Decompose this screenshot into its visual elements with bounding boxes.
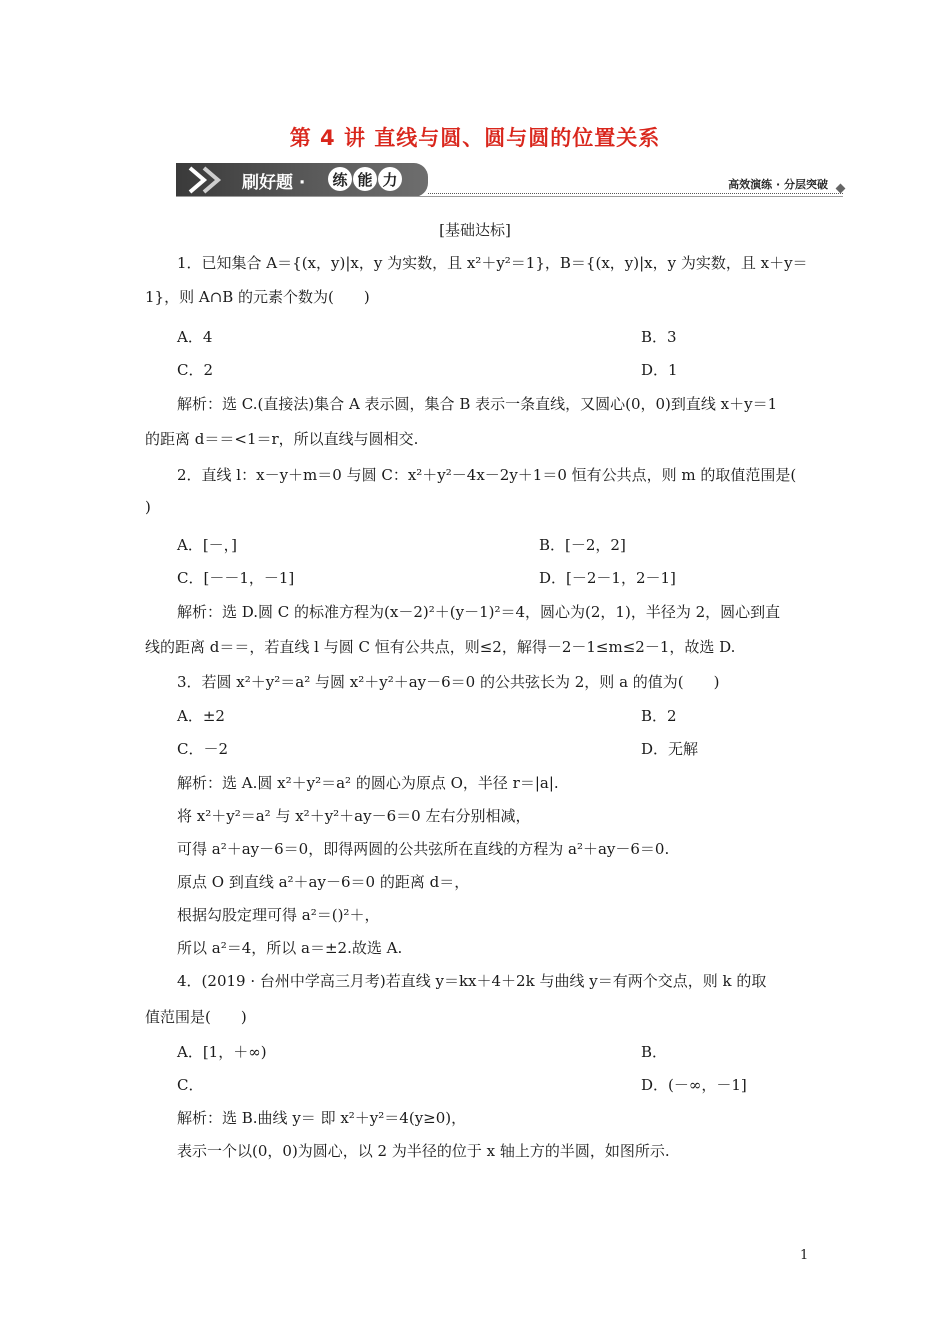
q3-solution-line-2: 将 x²＋y²＝a² 与 x²＋y²＋ay－6＝0 左右分别相减， <box>177 807 531 825</box>
question-2-line-2: ) <box>145 498 151 516</box>
q4-option-c: C． <box>177 1076 204 1094</box>
banner-tagline: 高效演练 · 分层突破 <box>728 178 828 191</box>
section-heading: [基础达标] <box>439 221 511 239</box>
q3-option-d: D．无解 <box>641 740 699 758</box>
q3-solution-line-5: 根据勾股定理可得 a²＝()²＋， <box>177 906 380 924</box>
divider-line <box>176 196 843 197</box>
q1-solution-line-2: 的距离 d＝＝<1＝r，所以直线与圆相交. <box>145 430 419 448</box>
q1-option-b: B．3 <box>641 328 677 346</box>
q2-solution-line-2: 线的距离 d＝＝，若直线 l 与圆 C 恒有公共点，则≤2，解得－2－1≤m≤2－1，故选 D. <box>145 638 736 656</box>
q2-option-c: C．[－－1，－1] <box>177 569 295 587</box>
q3-solution-line-6: 所以 a²＝4，所以 a＝±2.故选 A. <box>177 939 403 957</box>
q3-solution-line-3: 可得 a²＋ay－6＝0，即得两圆的公共弦所在直线的方程为 a²＋ay－6＝0. <box>177 840 670 858</box>
q1-option-c: C．2 <box>177 361 214 379</box>
q4-solution-line-2: 表示一个以(0，0)为圆心，以 2 为半径的位于 x 轴上方的半圆，如图所示. <box>177 1142 670 1160</box>
q4-option-d: D．(－∞，－1] <box>641 1076 747 1094</box>
circled-char: 练 <box>328 167 352 191</box>
q3-option-a: A．±2 <box>177 707 225 725</box>
question-1-line-1: 1．已知集合 A＝{(x，y)|x，y 为实数，且 x²＋y²＝1}，B＝{(x，y)|x，y 为实数，且 x＋y＝ <box>177 254 808 272</box>
double-chevron-icon <box>184 166 234 194</box>
q1-option-a: A．4 <box>177 328 213 346</box>
q4-solution-line-1: 解析：选 B.曲线 y＝ 即 x²＋y²＝4(y≥0)， <box>177 1109 467 1127</box>
question-3-line-1: 3．若圆 x²＋y²＝a² 与圆 x²＋y²＋ay－6＝0 的公共弦长为 2，则 a 的值为( ) <box>177 673 720 691</box>
q4-option-a: A．[1，＋∞) <box>177 1043 267 1061</box>
q2-option-d: D．[－2－1，2－1] <box>539 569 676 587</box>
banner-circled-chars <box>328 167 402 191</box>
q2-option-a: A．[－，] <box>177 536 238 554</box>
divider-dotted <box>428 193 843 194</box>
q2-solution-line-1: 解析：选 D.圆 C 的标准方程为(x－2)²＋(y－1)²＝4，圆心为(2，1)，半径为 2，圆心到直 <box>177 603 781 621</box>
question-4-line-2: 值范围是( ) <box>145 1008 247 1026</box>
circled-char: 能 <box>353 167 377 191</box>
question-2-line-1: 2．直线 l：x－y＋m＝0 与圆 C：x²＋y²－4x－2y＋1＝0 恒有公共点，则 m 的取值范围是( <box>177 466 797 484</box>
diamond-icon <box>836 184 846 194</box>
q4-option-b: B． <box>641 1043 668 1061</box>
section-banner <box>176 163 428 197</box>
q1-option-d: D．1 <box>641 361 678 379</box>
question-4-line-1: 4．(2019 · 台州中学高三月考)若直线 y＝kx＋4＋2k 与曲线 y＝有两个交点，则 k 的取 <box>177 972 767 990</box>
question-1-line-2: 1}，则 A∩B 的元素个数为( ) <box>145 288 370 306</box>
page-title: 第 4 讲 直线与圆、圆与圆的位置关系 <box>289 126 661 150</box>
q1-solution-line-1: 解析：选 C.(直接法)集合 A 表示圆，集合 B 表示一条直线，又圆心(0，0)到直线 x＋y＝1 <box>177 395 778 413</box>
q3-solution-line-1: 解析：选 A.圆 x²＋y²＝a² 的圆心为原点 O，半径 r＝|a|. <box>177 774 559 792</box>
q2-option-b: B．[－2，2] <box>539 536 626 554</box>
q3-solution-line-4: 原点 O 到直线 a²＋ay－6＝0 的距离 d＝， <box>177 873 470 891</box>
banner-label: 刷好题 · <box>242 173 306 193</box>
q3-option-b: B．2 <box>641 707 677 725</box>
page-number: 1 <box>800 1248 809 1263</box>
circled-char: 力 <box>378 167 402 191</box>
q3-option-c: C．－2 <box>177 740 229 758</box>
